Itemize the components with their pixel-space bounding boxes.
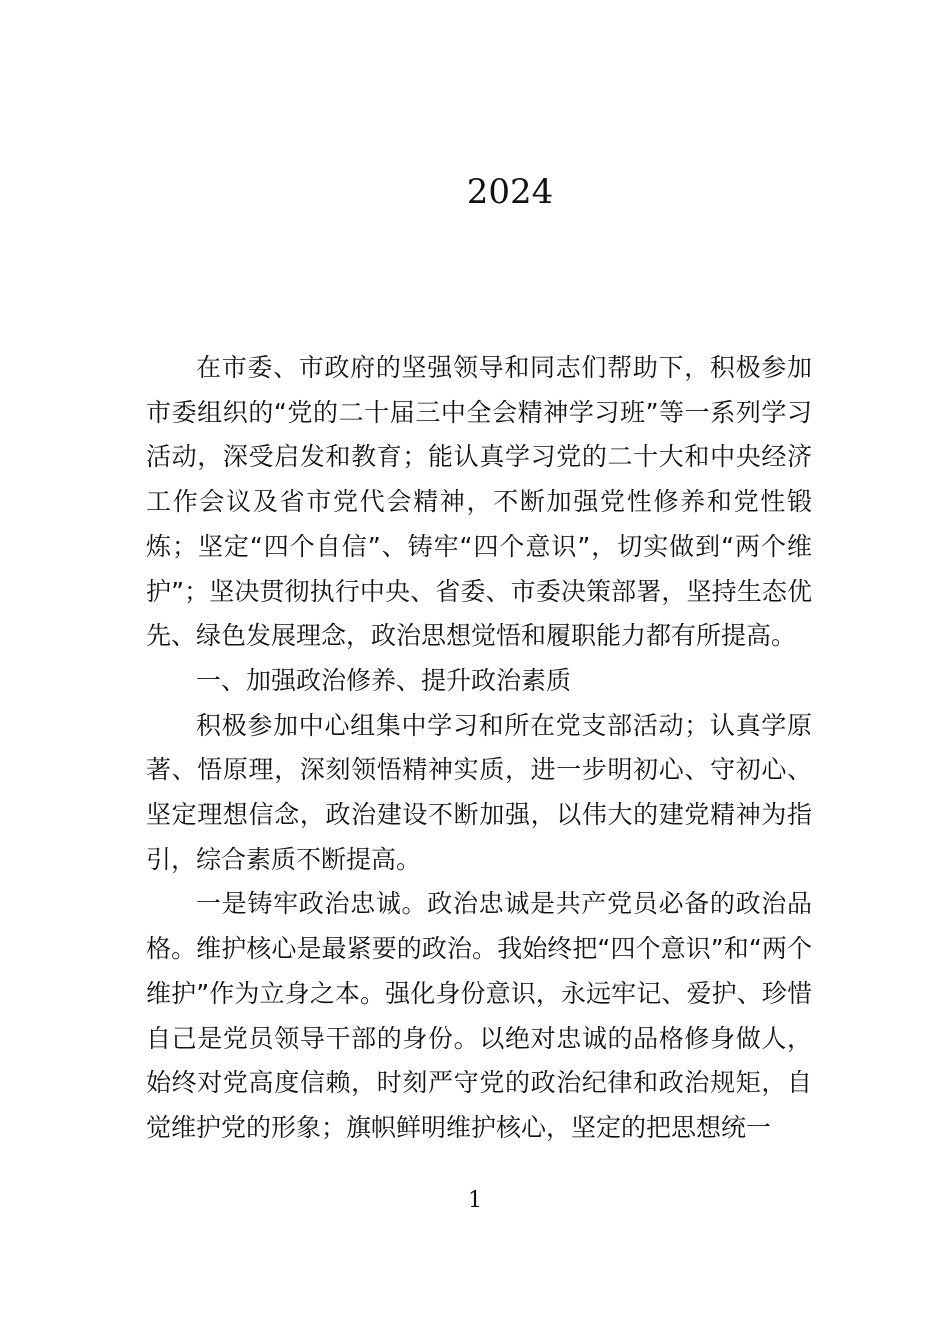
paragraph-loyalty: 一是铸牢政治忠诚。政治忠诚是共产党员必备的政治品格。维护核心是最紧要的政治。我始终把“四个意识”和“两个维护”作为立身之本。强化身份意识，永远牢记、爱护、珍惜自己是党员领导干部的身份。以绝对忠诚的品格修身做人，始终对党高度信赖，时刻严守党的政治纪律和政治规矩，自觉维护党的形象；旗帜鲜明维护核心，坚定的把思想统一 — [146, 889, 812, 1142]
paragraph-study: 积极参加中心组集中学习和所在党支部活动；认真学原著、悟原理，深刻领悟精神实质，进一步明初心、守初心、坚定理想信念，政治建设不断加强，以伟大的建党精神为指引，综合素质不断提高。 — [146, 710, 812, 874]
document-body — [146, 346, 812, 1151]
page-number: 1 — [468, 1188, 482, 1213]
section-heading: 一、加强政治修养、提升政治素质 — [196, 665, 572, 695]
document-title: 2024 — [466, 172, 554, 212]
paragraph-intro: 在市委、市政府的坚强领导和同志们帮助下，积极参加市委组织的“党的二十届三中全会精神学习班”等一系列学习活动，深受启发和教育；能认真学习党的二十大和中央经济工作会议及省市党代会精神，不断加强党性修养和党性锻炼；坚定“四个自信”、铸牢“四个意识”，切实做到“两个维护”；坚决贯彻执行中央、省委、市委决策部署，坚持生态优先、绿色发展理念，政治思想觉悟和履职能力都有所提高。 — [146, 353, 812, 651]
